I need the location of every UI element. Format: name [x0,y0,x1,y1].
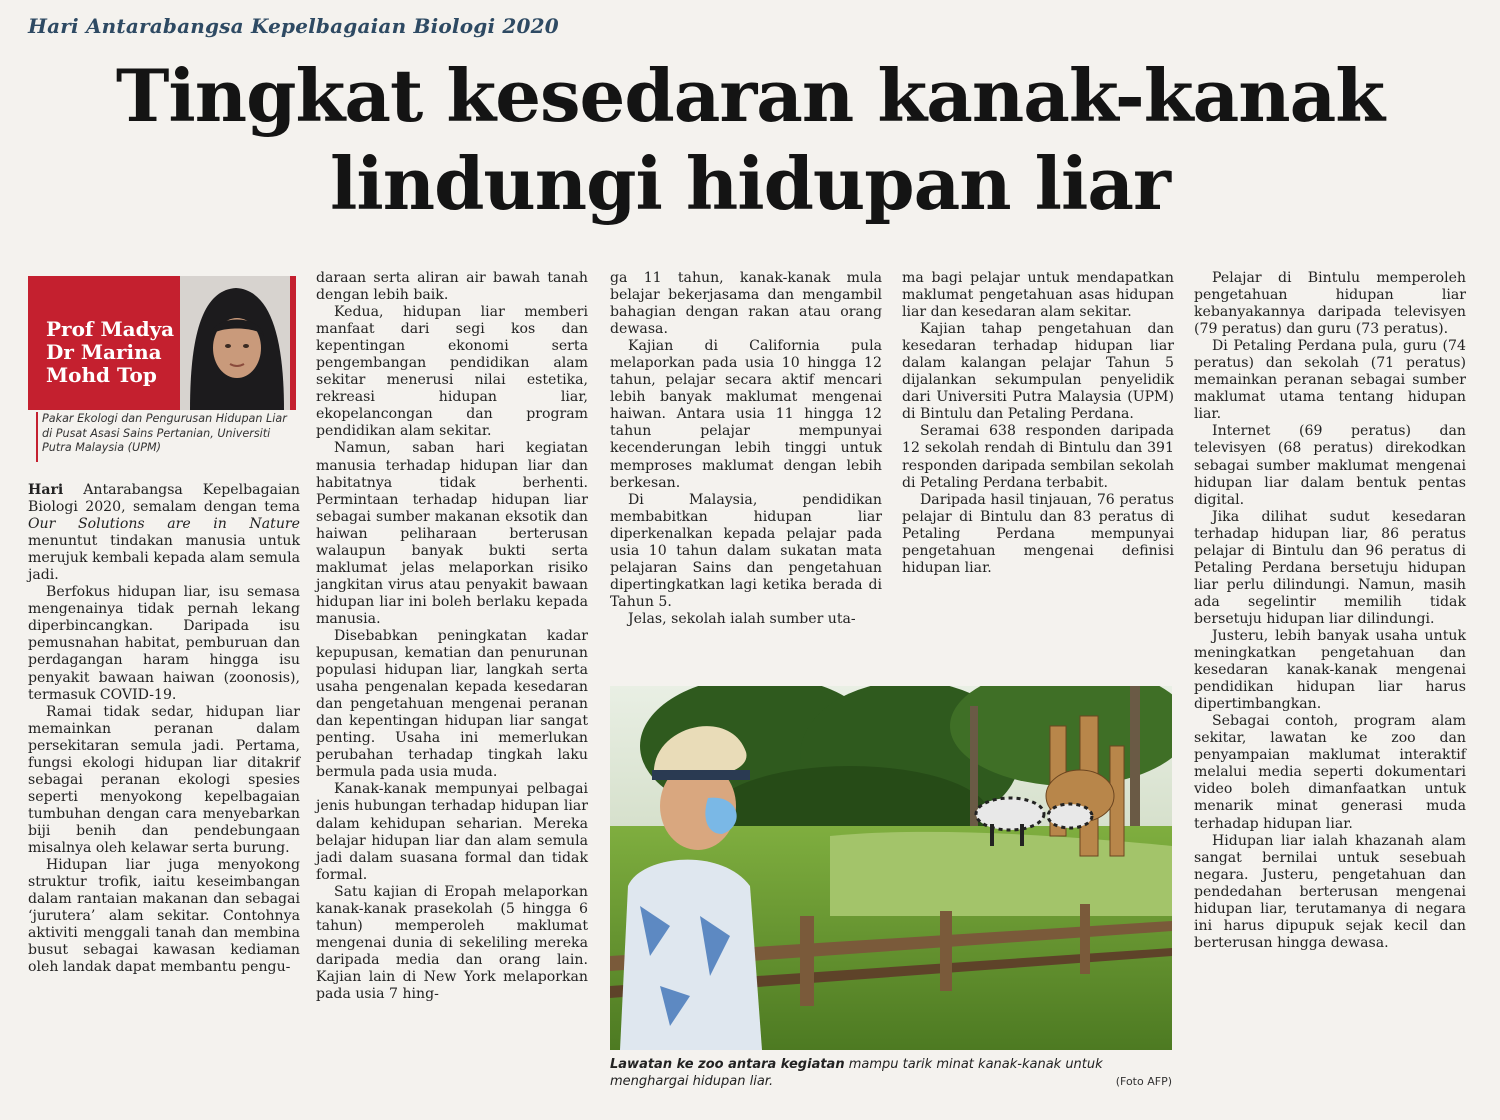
paragraph: Di Malaysia, pendidikan membabitkan hidupan liar diperkenalkan kepada pelajar pada usia 10 tahun dalam sukatan mata pelajaran Sains dan pengetahuan dipertingkatkan lagi ketika berada di Tahun 5. [610,491,882,610]
paragraph: Kanak-kanak mempunyai pelbagai jenis hubungan terhadap hidupan liar dalam kehidupan seharian. Mereka belajar hidupan liar dan alam semula jadi dalam suasana formal dan tidak formal. [316,781,588,883]
headline [0,52,1500,228]
paragraph: Satu kajian di Eropah melaporkan kanak-kanak prasekolah (5 hingga 6 tahun) memperoleh maklumat mengenai dunia di sekeliling mereka daripada media dan orang lain. Kajian lain di New York melaporkan pada usia 7 hing- [316,883,588,1002]
paragraph: daraan serta aliran air bawah tanah dengan lebih baik. [316,270,588,304]
paragraph: Daripada hasil tinjauan, 76 peratus pelajar di Bintulu dan 83 peratus di Petaling Perdana mempunyai pengetahuan mengenai definisi hidupan liar. [902,491,1174,576]
paragraph: Jika dilihat sudut kesedaran terhadap hidupan liar, 86 peratus pelajar di Bintulu dan 96 peratus di Petaling Perdana bersetuju hidupan liar perlu dilindungi. Namun, masih ada segelintir memilih tidak bersetuju hidupan liar dilindungi. [1194,508,1466,627]
paragraph: Justeru, lebih banyak usaha untuk meningkatkan pengetahuan dan kesedaran kanak-kanak mengenai pendidikan hidupan liar harus dipertimbangkan. [1194,627,1466,713]
author-name-line-2: Dr Marina [46,340,162,364]
paragraph-text: Antarabangsa Kepelbagaian Biologi 2020, semalam dengan tema [28,482,300,516]
article-column-3 [610,270,882,670]
caption-bold: Lawatan ke zoo antara kegiatan [610,1057,845,1072]
bio-rule [36,412,38,462]
photo-credit: (Foto AFP) [1115,1075,1172,1088]
article-column-1 [28,482,300,1092]
paragraph: Jelas, sekolah ialah sumber uta- [628,610,856,627]
article-column-2 [316,270,588,1090]
author-name-line-3: Mohd Top [46,363,157,387]
paragraph: Pelajar di Bintulu memperoleh pengetahuan hidupan liar kebanyakannya daripada televisyen (79 peratus) dan guru (73 peratus). [1194,270,1466,338]
paragraph: Disebabkan peningkatan kadar kepupusan, kematian dan penurunan populasi hidupan liar, langkah serta usaha pengenalan kepada kesedaran dan pengetahuan mengenai peranan dan kepentingan hidupan liar sangat penting. Usaha ini memerlukan perubahan terhadap tingkah laku bermula pada usia muda. [316,627,588,781]
paragraph: Hidupan liar ialah khazanah alam sangat bernilai untuk sesebuah negara. Justeru, pengetahuan dan pendedahan berterusan mengenai hidupan liar, terutamanya di negara ini harus dipupuk sejak kecil dan berterusan hingga dewasa. [1194,832,1466,951]
author-bio: Pakar Ekologi dan Pengurusan Hidupan Liar di Pusat Asasi Sains Pertanian, Universiti Putra Malaysia (UPM) [42,412,287,454]
article-column-4 [902,270,1174,670]
paragraph: Di Petaling Perdana pula, guru (74 peratus) dan sekolah (71 peratus) memainkan peranan sebagai sumber maklumat utama tentang hidupan liar. [1194,338,1466,423]
theme-text: Our Solutions are in Nature [28,516,300,533]
paragraph: Hidupan liar juga menyokong struktur trofik, iaitu keseimbangan dalam rantaian makanan dan sebagai ‘jurutera’ alam sekitar. Contohnya aktiviti menggali tanah dan membina busut sebagai kawasan kediaman oleh landak dapat membantu pengu- [28,857,300,976]
article-column-5 [1194,270,1466,1096]
paragraph: Seramai 638 responden daripada 12 sekolah rendah di Bintulu dan 391 responden daripada sembilan sekolah di Petaling Perdana terbabit. [902,423,1174,491]
paragraph: ga 11 tahun, kanak-kanak mula belajar bekerjasama dan mengambil bahagian dengan rakan atau orang dewasa. [610,270,882,338]
photo-caption [610,1056,1172,1090]
paragraph: ma bagi pelajar untuk mendapatkan maklumat pengetahuan asas hidupan liar dan kesedaran alam sekitar. [902,270,1174,321]
headline-line-2: lindungi hidupan liar [330,141,1170,226]
lead-word: Hari [28,482,64,498]
zoo-photo [610,686,1172,1050]
paragraph [28,482,300,584]
author-portrait [180,276,290,410]
paragraph: Internet (69 peratus) dan televisyen (68 peratus) direkodkan sebagai sumber maklumat mengenai hidupan liar dalam bentuk pentas digital. [1194,423,1466,508]
paragraph: Kajian di California pula melaporkan pada usia 10 hingga 12 tahun, pelajar secara aktif mencari lebih banyak maklumat mengenai haiwan. Antara usia 11 hingga 12 tahun pelajar mempunyai kecenderungan lebih tinggi untuk memproses maklumat dengan lebih berkesan. [610,338,882,491]
paragraph: Namun, saban hari kegiatan manusia terhadap hidupan liar dan habitatnya tidak berhenti. Permintaan terhadap hidupan liar sebagai sumber makanan eksotik dan haiwan peliharaan berterusan walaupun banyak bukti serta maklumat jelas melaporkan risiko jangkitan virus atau penyakit bawaan hidupan liar ini boleh berlaku kepada manusia. [316,440,588,627]
section-kicker: Hari Antarabangsa Kepelbagaian Biologi 2020 [28,14,559,38]
paragraph: Sebagai contoh, program alam sekitar, lawatan ke zoo dan penyampaian maklumat interaktif melalui media seperti dokumentari video boleh dimanfaatkan untuk menarik minat generasi muda terhadap hidupan liar. [1194,713,1466,832]
author-byline [28,276,296,410]
paragraph: Ramai tidak sedar, hidupan liar memainkan peranan dalam persekitaran semula jadi. Pertama, fungsi ekologi hidupan liar ditakrif sebagai peranan ekologi spesies seperti menyokong kepelbagaian tumbuhan dengan cara menyebarkan biji benih dan pendebungaan misalnya oleh kelawar serta burung. [28,703,300,856]
paragraph: Berfokus hidupan liar, isu semasa mengenainya tidak pernah lekang diperbincangkan. Daripada isu pemusnahan habitat, pemburuan dan perdagangan haram hingga isu penyakit bawaan haiwan (zoonosis), termasuk COVID-19. [28,584,300,703]
author-name-line-1: Prof Madya [46,317,175,341]
paragraph: Kedua, hidupan liar memberi manfaat dari segi kos dan kepentingan ekonomi serta pengembangan pendidikan alam sekitar menerusi nilai estetika, rekreasi hidupan liar, ekopelancongan dan program pendidikan alam sekitar. [316,304,588,440]
author-name [46,318,174,387]
paragraph: Kajian tahap pengetahuan dan kesedaran terhadap hidupan liar dalam kalangan pelajar Tahun 5 dijalankan sekumpulan penyelidik dari Universiti Putra Malaysia (UPM) di Bintulu dan Petaling Perdana. [902,321,1174,423]
headline-line-1: Tingkat kesedaran kanak-kanak [115,53,1385,138]
paragraph-text: menuntut tindakan manusia untuk merujuk kembali kepada alam semula jadi. [28,533,300,584]
caption-text: mampu tarik minat kanak-kanak untuk menghargai hidupan liar. [610,1057,1103,1089]
